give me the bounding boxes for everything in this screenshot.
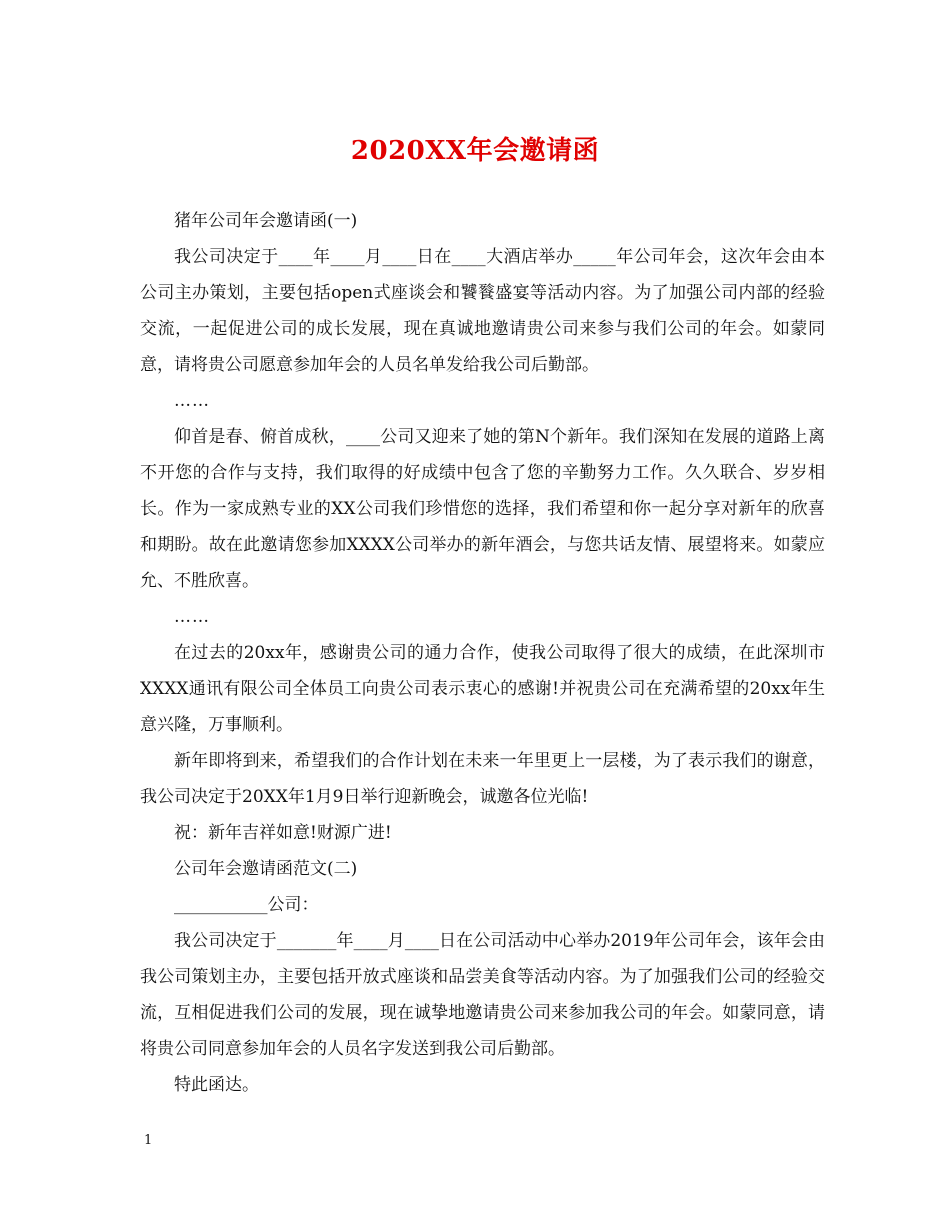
blessing-line: 祝：新年吉祥如意!财源广进!: [174, 823, 392, 843]
paragraph: 仰首是春、俯首成秋，____公司又迎来了她的第N个新年。我们深知在发展的道路上离不开您的合作与支持，我们取得的好成绩中包含了您的辛勤努力工作。久久联合、岁岁相长。作为一家成熟专业的XX公司我们珍惜您的选择，我们希望和你一起分享对新年的欣喜和期盼。故在此邀请您参加XXXX公司举办的新年酒会，与您共话友情、展望将来。如蒙应允、不胜欣喜。: [140, 427, 825, 591]
document-body: [140, 203, 825, 1103]
salutation: ___________公司：: [174, 895, 319, 915]
page-number: 1: [144, 1133, 153, 1148]
paragraph: 在过去的20xx年，感谢贵公司的通力合作，使我公司取得了很大的成绩，在此深圳市XXXX通讯有限公司全体员工向贵公司表示衷心的感谢!并祝贵公司在充满希望的20xx年生意兴隆，万事顺利。: [140, 643, 825, 735]
ellipsis-separator: ……: [174, 607, 210, 627]
document-title: 2020XX年会邀请函: [350, 136, 600, 166]
section-heading-two: 公司年会邀请函范文(二): [174, 859, 358, 879]
section-heading-one: 猪年公司年会邀请函(一): [174, 211, 358, 231]
paragraph: 新年即将到来，希望我们的合作计划在未来一年里更上一层楼，为了表示我们的谢意，我公司决定于20XX年1月9日举行迎新晚会，诚邀各位光临!: [140, 751, 825, 807]
paragraph: 我公司决定于____年____月____日在____大酒店举办_____年公司年会，这次年会由本公司主办策划，主要包括open式座谈会和饕餮盛宴等活动内容。为了加强公司内部的经验交流，一起促进公司的成长发展，现在真诚地邀请贵公司来参与我们公司的年会。如蒙同意，请将贵公司愿意参加年会的人员名单发给我公司后勤部。: [140, 247, 825, 375]
ellipsis-separator: ……: [174, 391, 210, 411]
paragraph: 我公司决定于_______年____月____日在公司活动中心举办2019年公司年会，该年会由我公司策划主办，主要包括开放式座谈和品尝美食等活动内容。为了加强我们公司的经验交流，互相促进我们公司的发展，现在诚挚地邀请贵公司来参加我公司的年会。如蒙同意，请将贵公司同意参加年会的人员名字发送到我公司后勤部。: [140, 931, 825, 1059]
closing-line: 特此函达。: [174, 1075, 259, 1095]
